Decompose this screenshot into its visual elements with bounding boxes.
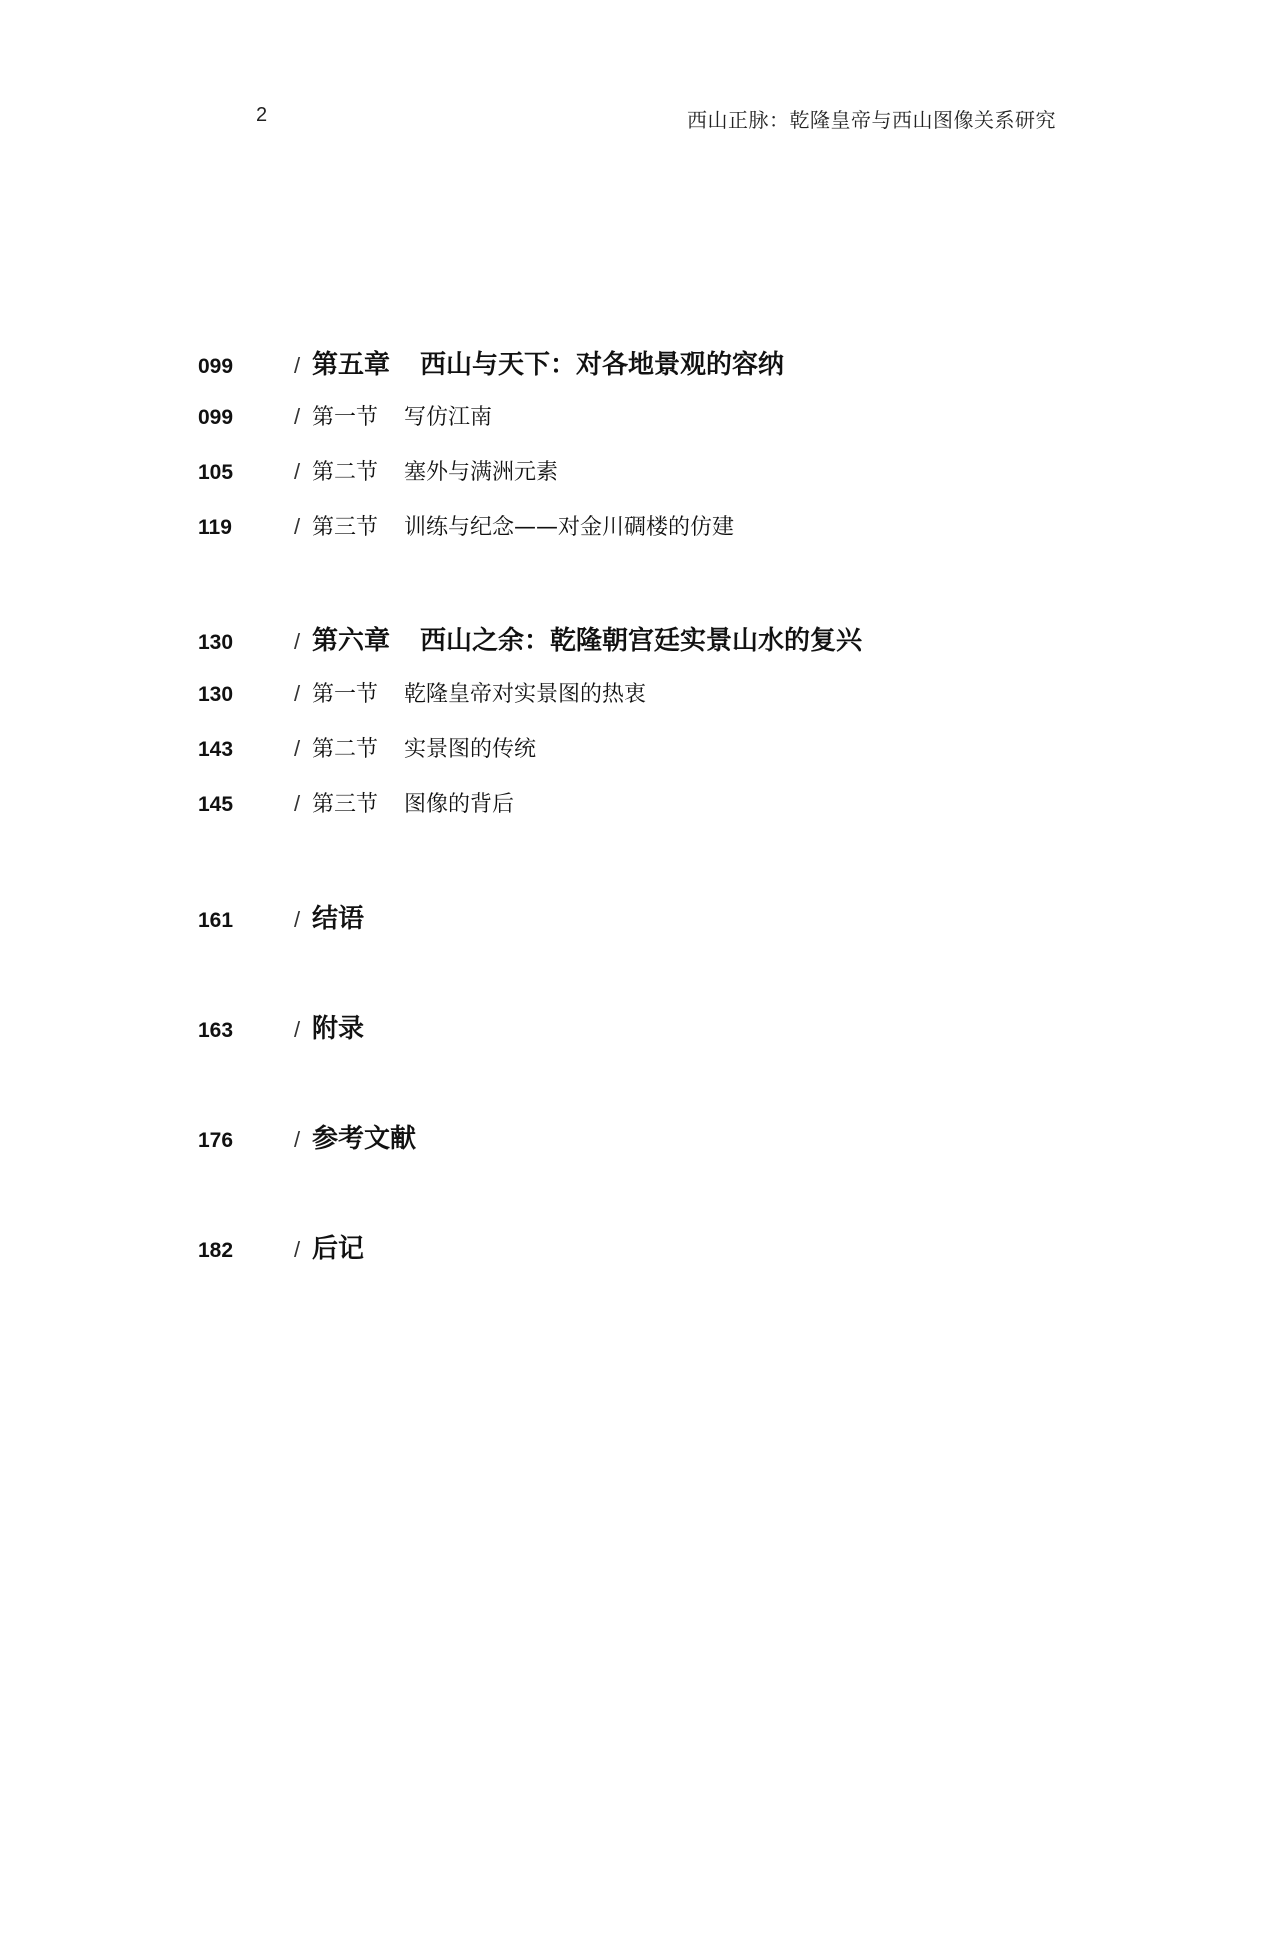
toc-separator: / <box>294 1017 301 1042</box>
toc-page-number: 161 <box>198 909 234 932</box>
toc-label: 第三节 <box>312 515 379 540</box>
toc-separator: / <box>294 791 301 816</box>
toc-title: 塞外与满洲元素 <box>404 460 559 485</box>
toc-separator: / <box>294 1237 301 1262</box>
toc-label: 第五章 <box>312 350 391 380</box>
toc-page-number: 099 <box>198 355 234 378</box>
page-number: 2 <box>256 104 268 126</box>
toc-title: 结语 <box>312 904 365 934</box>
toc-title: 乾隆皇帝对实景图的热衷 <box>404 682 647 707</box>
running-header-title: 西山正脉：乾隆皇帝与西山图像关系研究 <box>687 108 1056 132</box>
toc-entry-section[interactable] <box>198 455 558 486</box>
toc-title: 后记 <box>312 1234 365 1264</box>
toc-label: 第二节 <box>312 737 379 762</box>
toc-title: 图像的背后 <box>404 792 515 817</box>
toc-label: 第六章 <box>312 626 391 656</box>
toc-separator: / <box>294 629 301 654</box>
toc-label: 第二节 <box>312 460 379 485</box>
toc-entry-appendix[interactable] <box>198 1008 364 1045</box>
toc-separator: / <box>294 1127 301 1152</box>
toc-entry-section[interactable] <box>198 677 646 708</box>
toc-page-number: 143 <box>198 738 234 761</box>
toc-title: 写仿江南 <box>404 405 493 430</box>
toc-separator: / <box>294 907 301 932</box>
toc-title: 实景图的传统 <box>404 737 537 762</box>
toc-label: 第三节 <box>312 792 379 817</box>
toc-entry-section[interactable] <box>198 400 492 431</box>
toc-separator: / <box>294 353 301 378</box>
toc-separator: / <box>294 459 301 484</box>
toc-title: 西山与天下：对各地景观的容纳 <box>420 350 785 380</box>
toc-page-number: 145 <box>198 793 234 816</box>
toc-entry-afterword[interactable] <box>198 1228 364 1265</box>
toc-page-number: 105 <box>198 461 234 484</box>
toc-title: 参考文献 <box>312 1124 417 1154</box>
toc-page-number: 130 <box>198 683 234 706</box>
toc-separator: / <box>294 514 301 539</box>
toc-entry-chapter-6[interactable] <box>198 620 862 657</box>
toc-page-number: 099 <box>198 406 234 429</box>
toc-entry-bibliography[interactable] <box>198 1118 416 1155</box>
toc-entry-section[interactable] <box>198 510 734 541</box>
toc-separator: / <box>294 736 301 761</box>
toc-separator: / <box>294 681 301 706</box>
toc-title: 训练与纪念——对金川碉楼的仿建 <box>404 515 735 540</box>
toc-title: 西山之余：乾隆朝宫廷实景山水的复兴 <box>420 626 863 656</box>
toc-entry-chapter-5[interactable] <box>198 344 784 381</box>
toc-page-number: 130 <box>198 631 234 654</box>
toc-page-number: 119 <box>198 516 232 539</box>
toc-entry-section[interactable] <box>198 732 536 763</box>
toc-title: 附录 <box>312 1014 365 1044</box>
toc-label: 第一节 <box>312 405 379 430</box>
toc-page-number: 163 <box>198 1019 234 1042</box>
toc-page-number: 182 <box>198 1239 234 1262</box>
toc-label: 第一节 <box>312 682 379 707</box>
toc-entry-conclusion[interactable] <box>198 898 364 935</box>
toc-page-number: 176 <box>198 1129 234 1152</box>
toc-entry-section[interactable] <box>198 787 514 818</box>
toc-separator: / <box>294 404 301 429</box>
